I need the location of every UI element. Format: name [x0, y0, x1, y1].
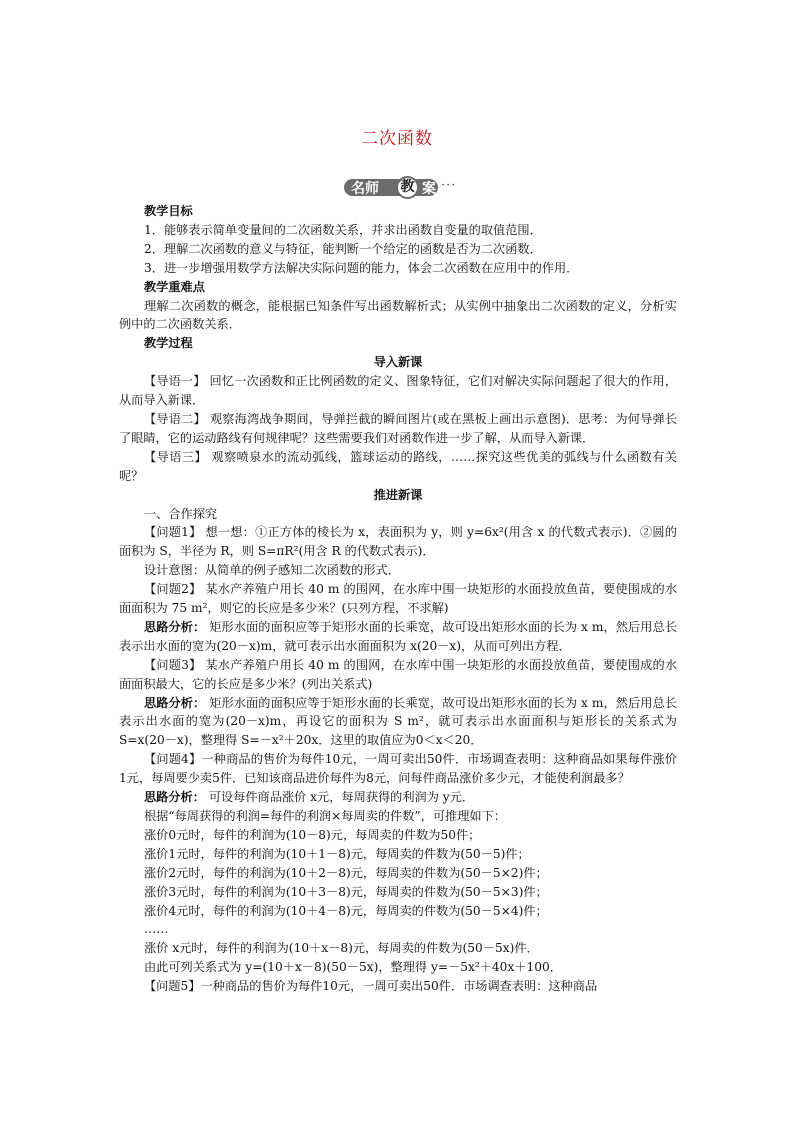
objective-item: 3．进一步增强用数学方法解决实际问题的能力，体会二次函数在应用中的作用． — [144, 260, 579, 275]
objective-item: 2．理解二次函数的意义与特征，能判断一个给定的函数是否为二次函数． — [144, 241, 542, 256]
question-1 — [119, 523, 677, 561]
question-3 — [119, 656, 677, 694]
keypoints-heading: 教学重难点 — [144, 279, 205, 294]
banner-text-1: 名师 — [351, 181, 379, 197]
guide-tag: 【导语一】 — [144, 374, 206, 389]
analysis-text: 矩形水面的面积应等于矩形水面的长乘宽，故可设出矩形水面的长为 x m，然后用总长表示出水面的宽为(20－x)m，再设它的面积为 S m²，就可表示出水面面积与矩形长的关系式为 S=x(20－x)，整理得 S=－x²＋20x．这里的取值应为0＜x＜20． — [119, 695, 678, 748]
banner-dots: ··· — [441, 178, 457, 193]
keypoints-text: 理解二次函数的概念，能根据已知条件写出函数解析式；从实例中抽象出二次函数的定义，分析实例中的二次函数关系． — [119, 298, 677, 332]
question-2 — [119, 580, 677, 618]
question-text: 想一想：①正方体的棱长为 x，表面积为 y，则 y=6x²(用含 x 的代数式表示)．②圆的面积为 S，半径为 R，则 S=πR²(用含 R 的代数式表示)． — [119, 525, 677, 559]
reasoning-line: 涨价2元时，每件的利润为(10＋2－8)元，每周卖的件数为(50－5×2)件； — [144, 865, 548, 880]
process-heading: 教学过程 — [144, 336, 193, 351]
guide-text: 回忆一次函数和正比例函数的定义、图象特征，它们对解决实际问题起了很大的作用，从而导入新课． — [119, 374, 678, 408]
question-tag: 【问题3】 — [144, 657, 202, 672]
analysis-4 — [119, 788, 677, 807]
reasoning-line: 涨价3元时，每件的利润为(10＋3－8)元，每周卖的件数为(50－5×3)件； — [144, 884, 548, 899]
question-text: 一种商品的售价为每件10元，一周可卖出50件．市场调查表明：这种商品如果每件涨价1元，每周要少卖5件．已知该商品进价每件为8元，问每件商品涨价多少元，才能使利润最多？ — [119, 752, 677, 786]
guide-text: 观察喷泉水的流动弧线，篮球运动的路线，……探究这些优美的弧线与什么函数有关呢？ — [119, 449, 678, 483]
analysis-text: 可设每件商品涨价 x元，每周获得的利润为 y元． — [208, 790, 475, 805]
question-tag: 【问题1】 — [144, 525, 202, 540]
question-text: 一种商品的售价为每件10元，一周可卖出50件．市场调查表明：这种商品 — [200, 979, 598, 994]
analysis-tag: 思路分析： — [144, 790, 205, 805]
guide-text: 观察海湾战争期间，导弹拦截的瞬间图片(或在黑板上画出示意图)．思考：为何导弹长了眼睛，它的运动路线有何规律呢？这些需要我们对函数作进一步了解，从而导入新课． — [119, 411, 678, 445]
reasoning-line: …… — [144, 922, 169, 937]
reasoning-line: 涨价 x元时，每件的利润为(10＋x－8)元，每周卖的件数为(50－5x)件． — [144, 941, 539, 956]
analysis-tag: 思路分析： — [144, 619, 206, 634]
reasoning-line: 涨价1元时，每件的利润为(10＋1－8)元，每周卖的件数为(50－5)件； — [144, 846, 530, 861]
banner-circle-text: 教 — [396, 176, 419, 199]
section-label: 一、合作探究 — [144, 506, 218, 521]
reasoning-text: 根据“每周获得的利润=每件的利润×每周卖的件数”，可推理如下： — [144, 809, 506, 823]
question-tag: 【问题5】 — [144, 979, 201, 994]
design-intent: 设计意图：从简单的例子感知二次函数的形式． — [144, 563, 400, 578]
analysis-text: 矩形水面的面积应等于矩形水面的长乘宽，故可设出矩形水面的长为 x m，然后用总长表示出水面的宽为(20－x)m，就可表示出水面面积为 x(20－x)，从而可列出方程． — [119, 619, 678, 653]
analysis-3 — [119, 694, 677, 751]
analysis-2 — [119, 618, 677, 656]
objectives-heading: 教学目标 — [144, 204, 193, 218]
guide-paragraph — [119, 448, 677, 486]
lesson-content — [119, 202, 677, 996]
banner-text-2: 案 — [422, 181, 436, 197]
question-tag: 【问题4】 — [144, 752, 202, 767]
question-5 — [119, 977, 677, 996]
question-text: 某水产养殖户用长 40 m 的围网，在水库中围一块矩形的水面投放鱼苗，要使围成的水面面积为 75 m²，则它的长应是多少米？(只列方程，不求解) — [119, 582, 678, 616]
analysis-tag: 思路分析： — [144, 695, 206, 710]
question-text: 某水产养殖户用长 40 m 的围网，在水库中围一块矩形的水面投放鱼苗，要使围成的水面面积最大，它的长应是多少米？(列出关系式) — [119, 657, 678, 691]
reasoning-line: 由此可列关系式为 y=(10＋x－8)(50－5x)，整理得 y=－5x²＋40x＋100． — [144, 960, 562, 975]
intro-heading: 导入新课 — [373, 355, 423, 370]
page-title: 二次函数 — [361, 129, 433, 149]
guide-paragraph — [119, 372, 677, 410]
guide-tag: 【导语三】 — [144, 449, 208, 464]
objective-item: 1．能够表示简单变量间的二次函数关系，并求出函数自变量的取值范围． — [144, 222, 542, 237]
question-4 — [119, 750, 677, 788]
teacher-plan-banner — [344, 176, 474, 200]
reasoning-line: 涨价0元时，每件的利润为(10－8)元，每周卖的件数为50件； — [144, 827, 481, 842]
reasoning-line: 涨价4元时，每件的利润为(10＋4－8)元，每周卖的件数为(50－5×4)件； — [144, 903, 548, 918]
guide-tag: 【导语二】 — [144, 411, 206, 426]
guide-paragraph — [119, 410, 677, 448]
question-tag: 【问题2】 — [144, 582, 202, 597]
advance-heading: 推进新课 — [373, 487, 423, 502]
